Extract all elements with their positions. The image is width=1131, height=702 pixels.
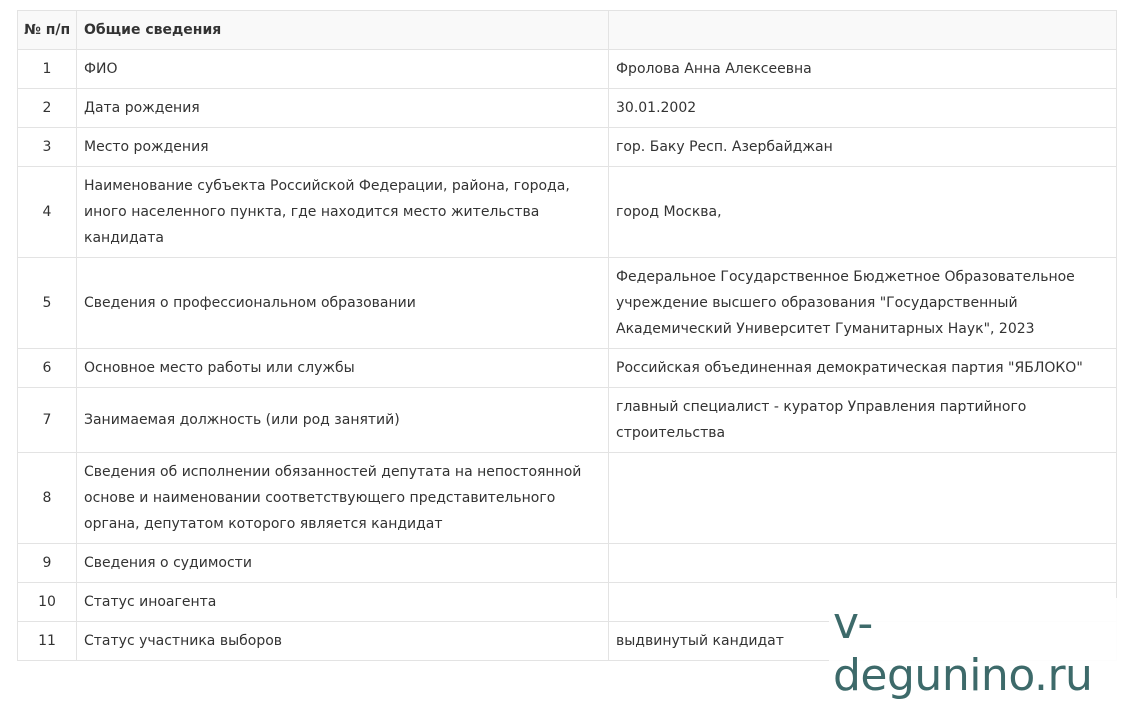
header-general-info: Общие сведения <box>77 11 609 50</box>
row-number: 7 <box>18 388 77 453</box>
row-number: 8 <box>18 453 77 544</box>
row-value: выдвинутый кандидат <box>609 622 1117 661</box>
table-row <box>18 388 1117 453</box>
row-label: Статус иноагента <box>77 583 609 622</box>
table-row <box>18 258 1117 349</box>
row-label: ФИО <box>77 50 609 89</box>
header-value <box>609 11 1117 50</box>
row-number: 9 <box>18 544 77 583</box>
candidate-info-table-wrapper <box>17 10 1116 661</box>
row-value <box>609 453 1117 544</box>
table-row <box>18 50 1117 89</box>
row-number: 1 <box>18 50 77 89</box>
row-label: Основное место работы или службы <box>77 349 609 388</box>
table-row <box>18 349 1117 388</box>
row-number: 4 <box>18 167 77 258</box>
table-row <box>18 453 1117 544</box>
table-row <box>18 544 1117 583</box>
row-value <box>609 544 1117 583</box>
table-header-row <box>18 11 1117 50</box>
site-watermark: v-degunino.ru <box>829 598 1131 702</box>
row-number: 6 <box>18 349 77 388</box>
row-label: Наименование субъекта Российской Федерации, района, города, иного населенного пункта, где находится место жительства кандидата <box>77 167 609 258</box>
header-number: № п/п <box>18 11 77 50</box>
row-label: Занимаемая должность (или род занятий) <box>77 388 609 453</box>
row-label: Сведения об исполнении обязанностей депутата на непостоянной основе и наименовании соответствующего представительного органа, депутатом которого является кандидат <box>77 453 609 544</box>
row-value: гор. Баку Респ. Азербайджан <box>609 128 1117 167</box>
row-number: 3 <box>18 128 77 167</box>
row-value: Российская объединенная демократическая партия "ЯБЛОКО" <box>609 349 1117 388</box>
row-number: 10 <box>18 583 77 622</box>
row-value: город Москва, <box>609 167 1117 258</box>
row-value: 30.01.2002 <box>609 89 1117 128</box>
table-row <box>18 89 1117 128</box>
row-value: Федеральное Государственное Бюджетное Образовательное учреждение высшего образования "Государственный Академический Университет Гуманитарных Наук", 2023 <box>609 258 1117 349</box>
row-number: 2 <box>18 89 77 128</box>
row-label: Статус участника выборов <box>77 622 609 661</box>
row-number: 5 <box>18 258 77 349</box>
row-label: Сведения о профессиональном образовании <box>77 258 609 349</box>
table-row <box>18 128 1117 167</box>
row-label: Место рождения <box>77 128 609 167</box>
table-row <box>18 167 1117 258</box>
row-number: 11 <box>18 622 77 661</box>
row-label: Дата рождения <box>77 89 609 128</box>
row-value: Фролова Анна Алексеевна <box>609 50 1117 89</box>
row-value: главный специалист - куратор Управления партийного строительства <box>609 388 1117 453</box>
candidate-info-table <box>17 10 1117 661</box>
row-label: Сведения о судимости <box>77 544 609 583</box>
